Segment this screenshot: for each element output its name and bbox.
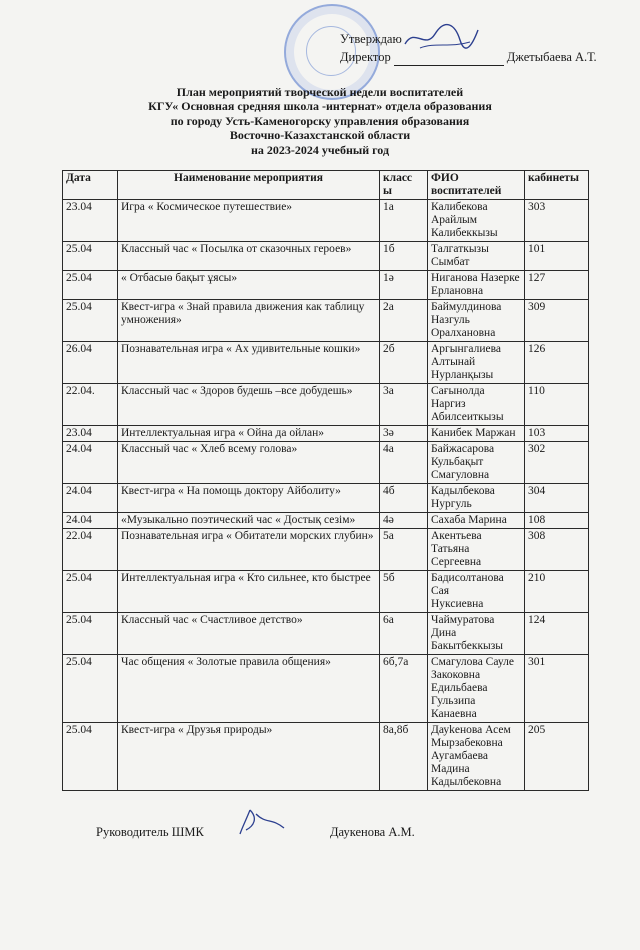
cell-event: « Отбасыө бақыт ұясы»	[118, 271, 380, 300]
cell-class: 5б	[380, 571, 428, 613]
cell-class: 4ә	[380, 513, 428, 529]
cell-event: Квест-игра « Друзья природы»	[118, 723, 380, 791]
cell-class: 4б	[380, 484, 428, 513]
cell-date: 25.04	[63, 613, 118, 655]
cell-teacher: Кадылбекова Нургуль	[428, 484, 525, 513]
cell-room: 210	[525, 571, 589, 613]
cell-event: Интеллектуальная игра « Ойна да ойлан»	[118, 426, 380, 442]
cell-date: 25.04	[63, 271, 118, 300]
cell-class: 4а	[380, 442, 428, 484]
table-row	[63, 613, 589, 655]
header-class: класс ы	[380, 171, 428, 200]
cell-event: Квест-игра « На помощь доктору Айболиту»	[118, 484, 380, 513]
cell-date: 23.04	[63, 200, 118, 242]
cell-room: 126	[525, 342, 589, 384]
table-header-row	[63, 171, 589, 200]
cell-event: Познавательная игра « Обитатели морских глубин»	[118, 529, 380, 571]
table-row	[63, 384, 589, 426]
table-row	[63, 529, 589, 571]
cell-date: 23.04	[63, 426, 118, 442]
cell-event: Классный час « Счастливое детство»	[118, 613, 380, 655]
cell-date: 25.04	[63, 242, 118, 271]
cell-room: 124	[525, 613, 589, 655]
cell-date: 25.04	[63, 723, 118, 791]
cell-class: 2б	[380, 342, 428, 384]
cell-room: 308	[525, 529, 589, 571]
cell-class: 6а	[380, 613, 428, 655]
cell-date: 24.04	[63, 513, 118, 529]
title-line: на 2023-2024 учебный год	[250, 142, 390, 157]
cell-room: 303	[525, 200, 589, 242]
cell-class: 1а	[380, 200, 428, 242]
cell-class: 3а	[380, 384, 428, 426]
header-teacher: ФИО воспитателей	[428, 171, 525, 200]
cell-date: 24.04	[63, 484, 118, 513]
signature-line	[394, 51, 504, 66]
table-row	[63, 242, 589, 271]
cell-teacher: Бадисолтанова Сая Нуксиевна	[428, 571, 525, 613]
director-name: Джетыбаева А.Т.	[506, 50, 597, 64]
header-date: Дата	[63, 171, 118, 200]
cell-teacher: Смагулова Сауле Закоковна Едильбаева Гульзипа Канаевна	[428, 655, 525, 723]
table-row	[63, 300, 589, 342]
cell-date: 25.04	[63, 571, 118, 613]
cell-teacher: Сахаба Марина	[428, 513, 525, 529]
head-signature	[232, 806, 312, 836]
approved-label: Утверждаю	[340, 32, 402, 46]
cell-event: Час общения « Золотые правила общения»	[118, 655, 380, 723]
footer-name: Даукенова А.М.	[330, 825, 415, 839]
header-event: Наименование мероприятия	[118, 171, 380, 200]
cell-room: 302	[525, 442, 589, 484]
cell-class: 1ә	[380, 271, 428, 300]
table-row	[63, 571, 589, 613]
table-row	[63, 271, 589, 300]
cell-class: 3ә	[380, 426, 428, 442]
title-line: Восточно-Казахстанской области	[229, 128, 411, 143]
cell-date: 22.04	[63, 529, 118, 571]
cell-class: 6б,7а	[380, 655, 428, 723]
cell-class: 8а,8б	[380, 723, 428, 791]
cell-event: Классный час « Хлеб всему голова»	[118, 442, 380, 484]
cell-room: 110	[525, 384, 589, 426]
cell-event: Классный час « Посылка от сказочных героев»	[118, 242, 380, 271]
cell-room: 103	[525, 426, 589, 442]
director-label: Директор	[340, 50, 391, 64]
cell-class: 5а	[380, 529, 428, 571]
cell-teacher: Байжасарова Кульбақыт Смагуловна	[428, 442, 525, 484]
table-row	[63, 723, 589, 791]
header-room: кабинеты	[525, 171, 589, 200]
cell-date: 25.04	[63, 655, 118, 723]
title-line: КГУ« Основная средняя школа -интернат» отдела образования	[148, 99, 492, 114]
approval-block	[340, 30, 597, 66]
cell-event: Познавательная игра « Ах удивительные кошки»	[118, 342, 380, 384]
cell-class: 2а	[380, 300, 428, 342]
cell-date: 26.04	[63, 342, 118, 384]
cell-date: 25.04	[63, 300, 118, 342]
footer-role: Руководитель ШМК	[96, 825, 204, 839]
cell-room: 301	[525, 655, 589, 723]
table-row	[63, 342, 589, 384]
cell-class: 1б	[380, 242, 428, 271]
cell-event: Классный час « Здоров будешь –все добудешь»	[118, 384, 380, 426]
cell-teacher: Калибекова Арайлым Калибеккызы	[428, 200, 525, 242]
cell-teacher: Ниганова Назерке Ерлановна	[428, 271, 525, 300]
cell-event: «Музыкально поэтический час « Достық сезім»	[118, 513, 380, 529]
cell-teacher: Сағынолда Наргиз Абилсеиткызы	[428, 384, 525, 426]
table-row	[63, 442, 589, 484]
table-row	[63, 200, 589, 242]
cell-teacher: Чаймуратова Дина Бакытбеккызы	[428, 613, 525, 655]
cell-date: 22.04.	[63, 384, 118, 426]
cell-event: Игра « Космическое путешествие»	[118, 200, 380, 242]
cell-event: Квест-игра « Знай правила движения как таблицу умножения»	[118, 300, 380, 342]
table-row	[63, 426, 589, 442]
cell-room: 127	[525, 271, 589, 300]
cell-room: 108	[525, 513, 589, 529]
cell-teacher: Канибек Маржан	[428, 426, 525, 442]
title-line: по городу Усть-Каменогорску управления образования	[170, 113, 470, 128]
table-row	[63, 513, 589, 529]
title-line: План мероприятий творческой недели воспитателей	[176, 85, 464, 99]
cell-event: Интеллектуальная игра « Кто сильнее, кто быстрее	[118, 571, 380, 613]
cell-date: 24.04	[63, 442, 118, 484]
cell-teacher: Талгаткызы Сымбат	[428, 242, 525, 271]
cell-teacher: Акентьева Татьяна Сергеевна	[428, 529, 525, 571]
cell-teacher: Дауkенова Асем Мырзабековна Аугамбаева Мадина Кадылбековна	[428, 723, 525, 791]
table-row	[63, 484, 589, 513]
cell-room: 205	[525, 723, 589, 791]
cell-room: 309	[525, 300, 589, 342]
cell-teacher: Баймулдинова Назгуль Оралхановна	[428, 300, 525, 342]
cell-teacher: Аргынгалиева Алтынай Нурланқызы	[428, 342, 525, 384]
events-table	[62, 170, 589, 791]
table-row	[63, 655, 589, 723]
cell-room: 101	[525, 242, 589, 271]
document-title	[60, 85, 580, 157]
cell-room: 304	[525, 484, 589, 513]
